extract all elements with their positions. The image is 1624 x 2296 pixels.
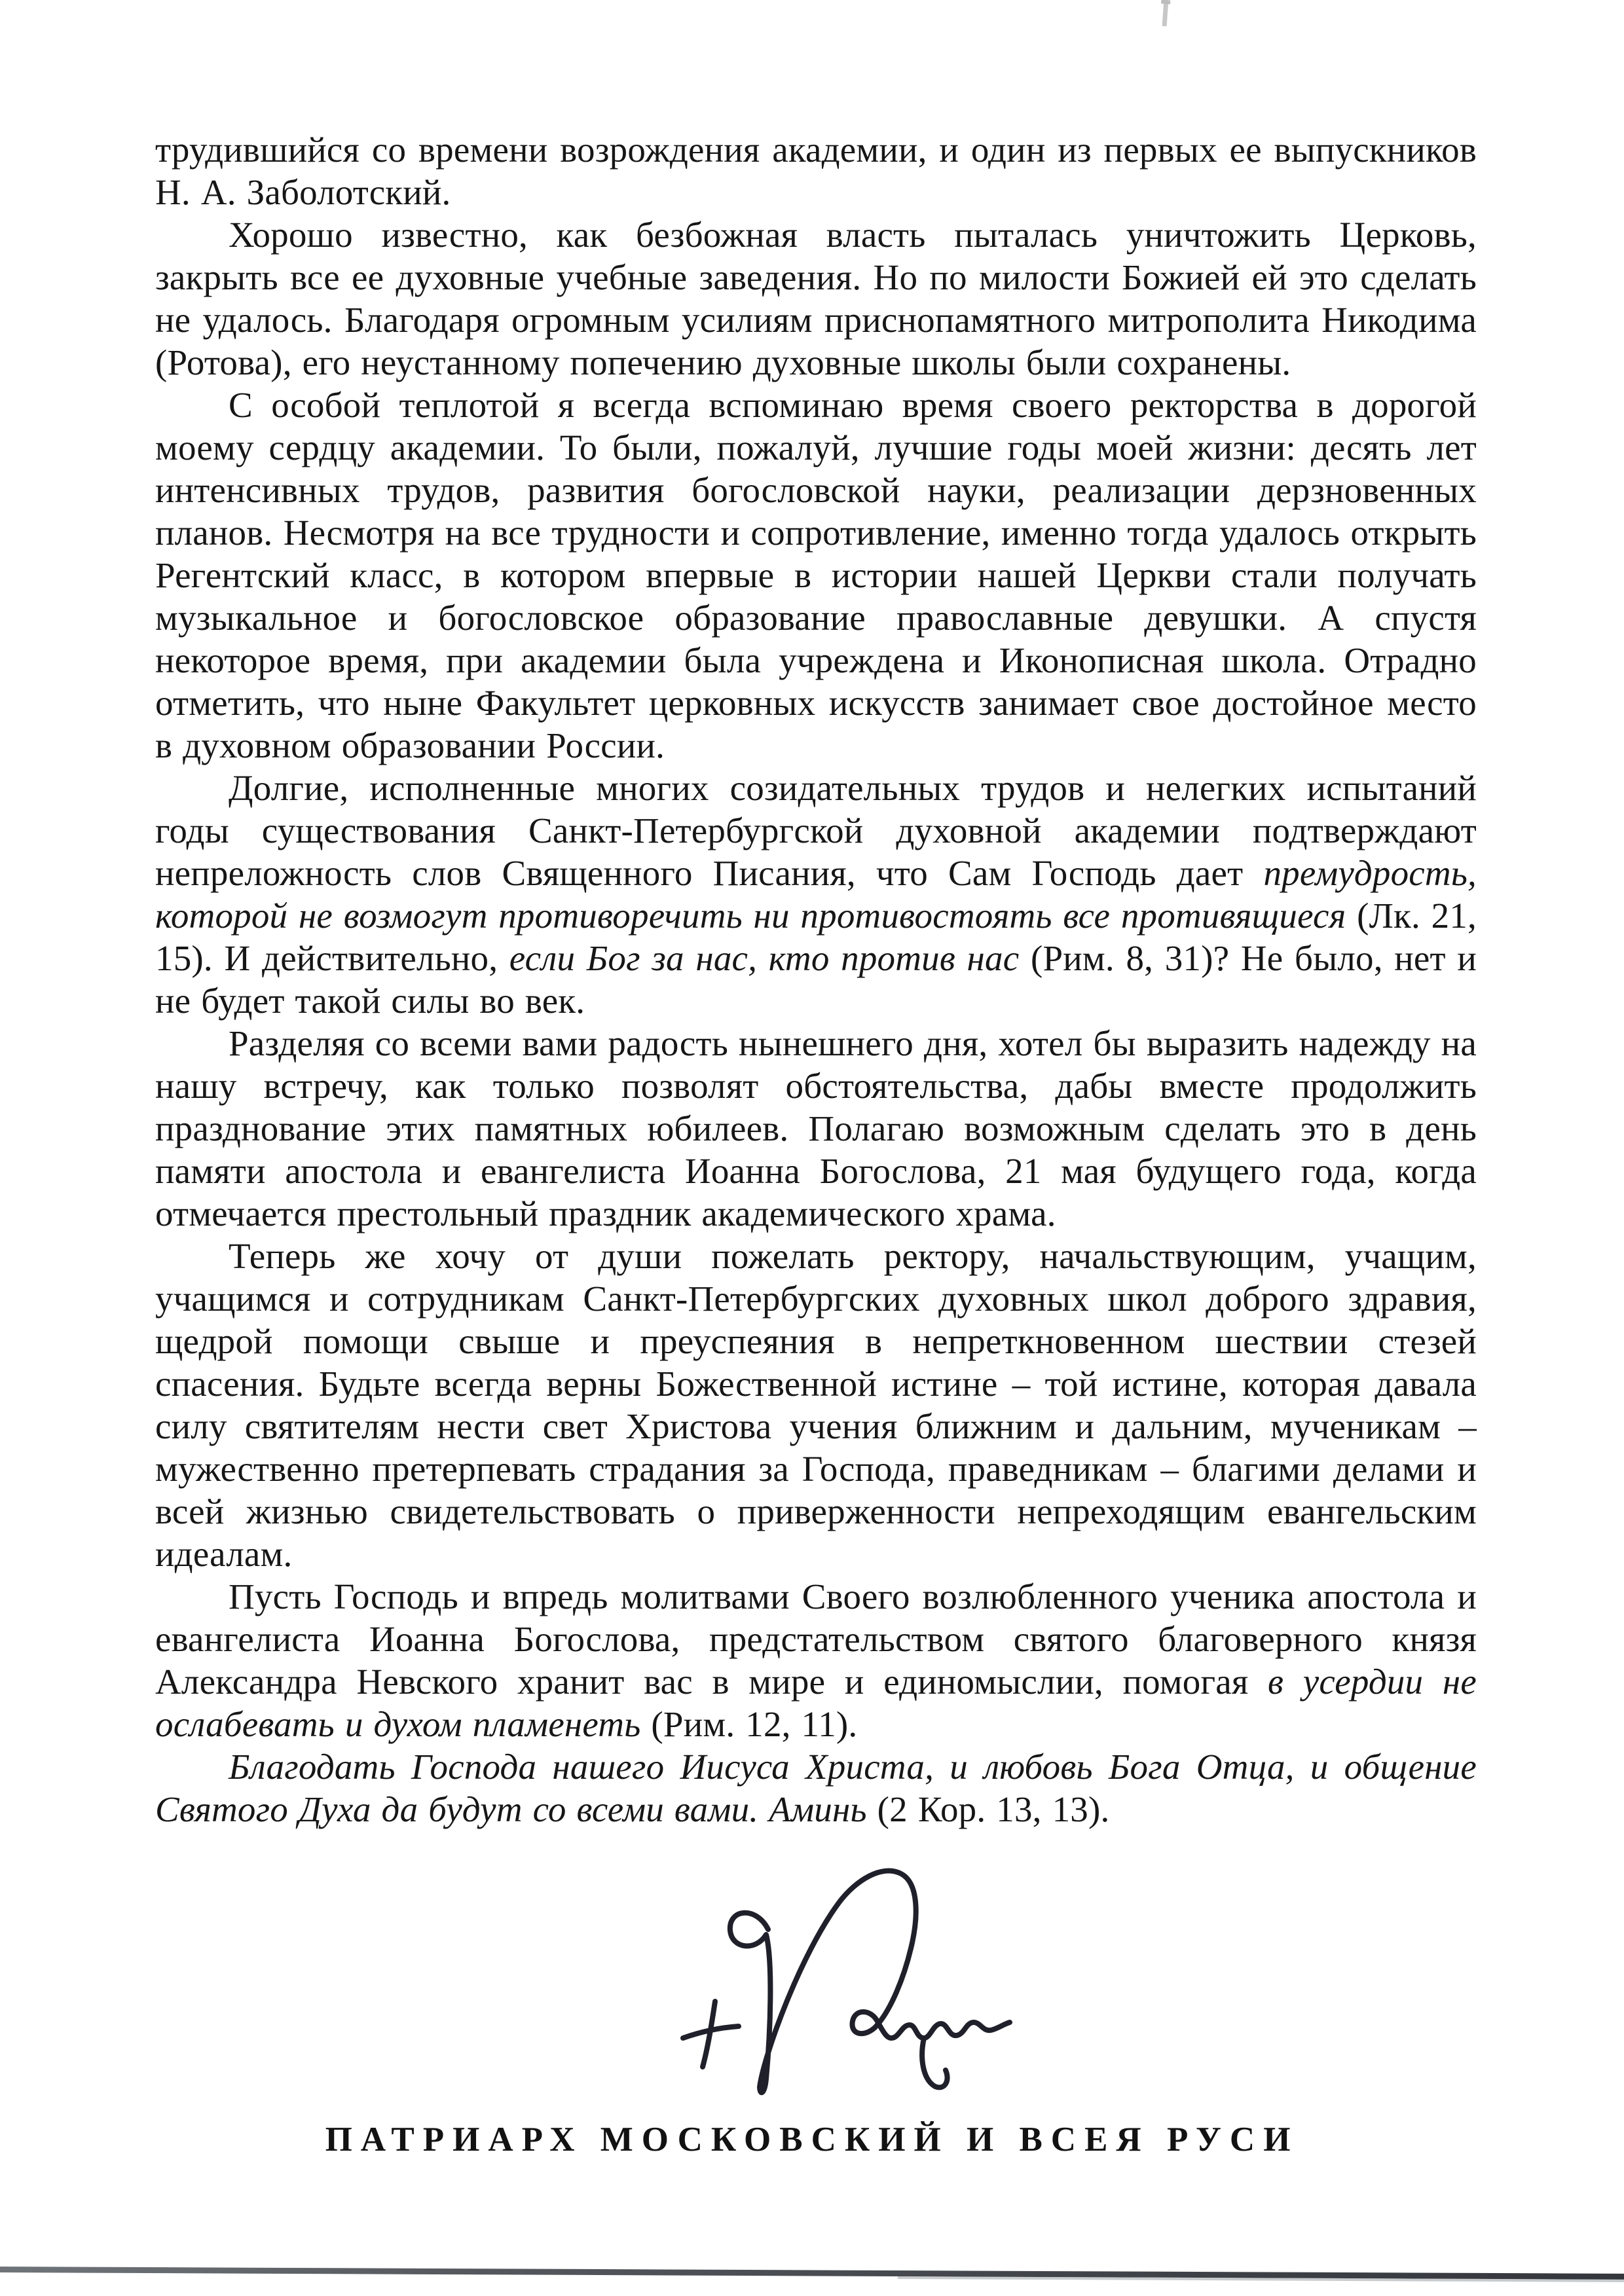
letter-paragraph bbox=[155, 213, 1477, 384]
signature-strokes bbox=[683, 1871, 1010, 2093]
signature bbox=[616, 1863, 1061, 2151]
letter-text: (Лк. 21, 15). И действительно, bbox=[155, 896, 1477, 978]
letter-text: (Рим. 12, 11). bbox=[640, 1704, 858, 1744]
letter-text-italic: если Бог за нас, кто против нас bbox=[509, 938, 1020, 978]
letter-paragraph bbox=[155, 1745, 1477, 1831]
letter-paragraph bbox=[155, 1022, 1477, 1235]
letter-text-italic: премудрость, которой не возмогут противоречить ни противостоять все противящиеся bbox=[155, 853, 1477, 936]
letter-paragraph bbox=[155, 128, 1477, 213]
letter-paragraph bbox=[155, 1575, 1477, 1745]
letter-text: Теперь же хочу от души пожелать ректору, начальствующим, учащим, учащимся и сотрудникам Санкт-Петербургских духовных школ доброго здравия, щедрой помощи свыше и преуспеяния в непреткновенном шествии стезей спасения. Будьте всегда верны Божественной истине – той истине, которая давала силу святителям нести свет Христова учения ближним и дальним, мученикам – мужественно претерпевать страдания за Господа, праведникам – благими делами и всей жизнью свидетельствовать о приверженности непреходящим евангельским идеалам. bbox=[155, 1236, 1477, 1574]
letter-text: трудившийся со времени возрождения академии, и один из первых ее выпускников Н. А. Заболотский. bbox=[155, 130, 1477, 212]
letter-text-italic: Благодать Господа нашего Иисуса Христа, и любовь Бога Отца, и общение Святого Духа да будут со всеми вами. Аминь bbox=[155, 1747, 1477, 1829]
letter-paragraph bbox=[155, 1235, 1477, 1575]
letter-text: (Рим. 8, 31)? Не было, нет и не будет такой силы во век. bbox=[155, 938, 1477, 1021]
scan-edge-line bbox=[0, 2267, 1624, 2280]
letter-paragraph bbox=[155, 767, 1477, 1022]
letter-text: (2 Кор. 13, 13). bbox=[866, 1789, 1110, 1829]
letter-text: Хорошо известно, как безбожная власть пыталась уничтожить Церковь, закрыть все ее духовные учебные заведения. Но по милости Божией ей это сделать не удалось. Благодаря огромным усилиям приснопамятного митрополита Никодима (Ротова), его неустанному попечению духовные школы были сохранены. bbox=[155, 215, 1477, 382]
letter-text: Пусть Господь и впредь молитвами Своего возлюбленного ученика апостола и евангелиста Иоанна Богослова, предстательством святого благоверного князя Александра Невского хранит вас в мире и единомыслии, помогая bbox=[155, 1576, 1477, 1702]
letter-text: Долгие, исполненные многих созидательных трудов и нелегких испытаний годы существования Санкт-Петербургской духовной академии подтверждают непреложность слов Священного Писания, что Сам Господь дает bbox=[155, 768, 1477, 893]
letter-text: Разделяя со всеми вами радость нынешнего дня, хотел бы выразить надежду на нашу встречу, как только позволят обстоятельства, дабы вместе продолжить празднование этих памятных юбилеев. Полагаю возможным сделать это в день памяти апостола и евангелиста Иоанна Богослова, 21 мая будущего года, когда отмечается престольный праздник академического храма. bbox=[155, 1023, 1477, 1233]
scan-tick-mark bbox=[1162, 0, 1169, 26]
footer-title: ПАТРИАРХ МОСКОВСКИЙ И ВСЕЯ РУСИ bbox=[325, 2121, 1299, 2159]
letter-paragraph bbox=[155, 384, 1477, 767]
letter-body bbox=[155, 128, 1477, 1831]
letter-text-italic: в усердии не ослабевать и духом пламенеть bbox=[155, 1662, 1477, 1744]
letter-text: С особой теплотой я всегда вспоминаю время своего ректорства в дорогой моему сердцу академии. То были, пожалуй, лучшие годы моей жизни: десять лет интенсивных трудов, развития богословской науки, реализации дерзновенных планов. Несмотря на все трудности и сопротивление, именно тогда удалось открыть Регентский класс, в котором впервые в истории нашей Церкви стали получать музыкальное и богословское образование православные девушки. А спустя некоторое время, при академии была учреждена и Иконописная школа. Отрадно отметить, что ныне Факультет церковных искусств занимает свое достойное место в духовном образовании России. bbox=[155, 385, 1477, 765]
